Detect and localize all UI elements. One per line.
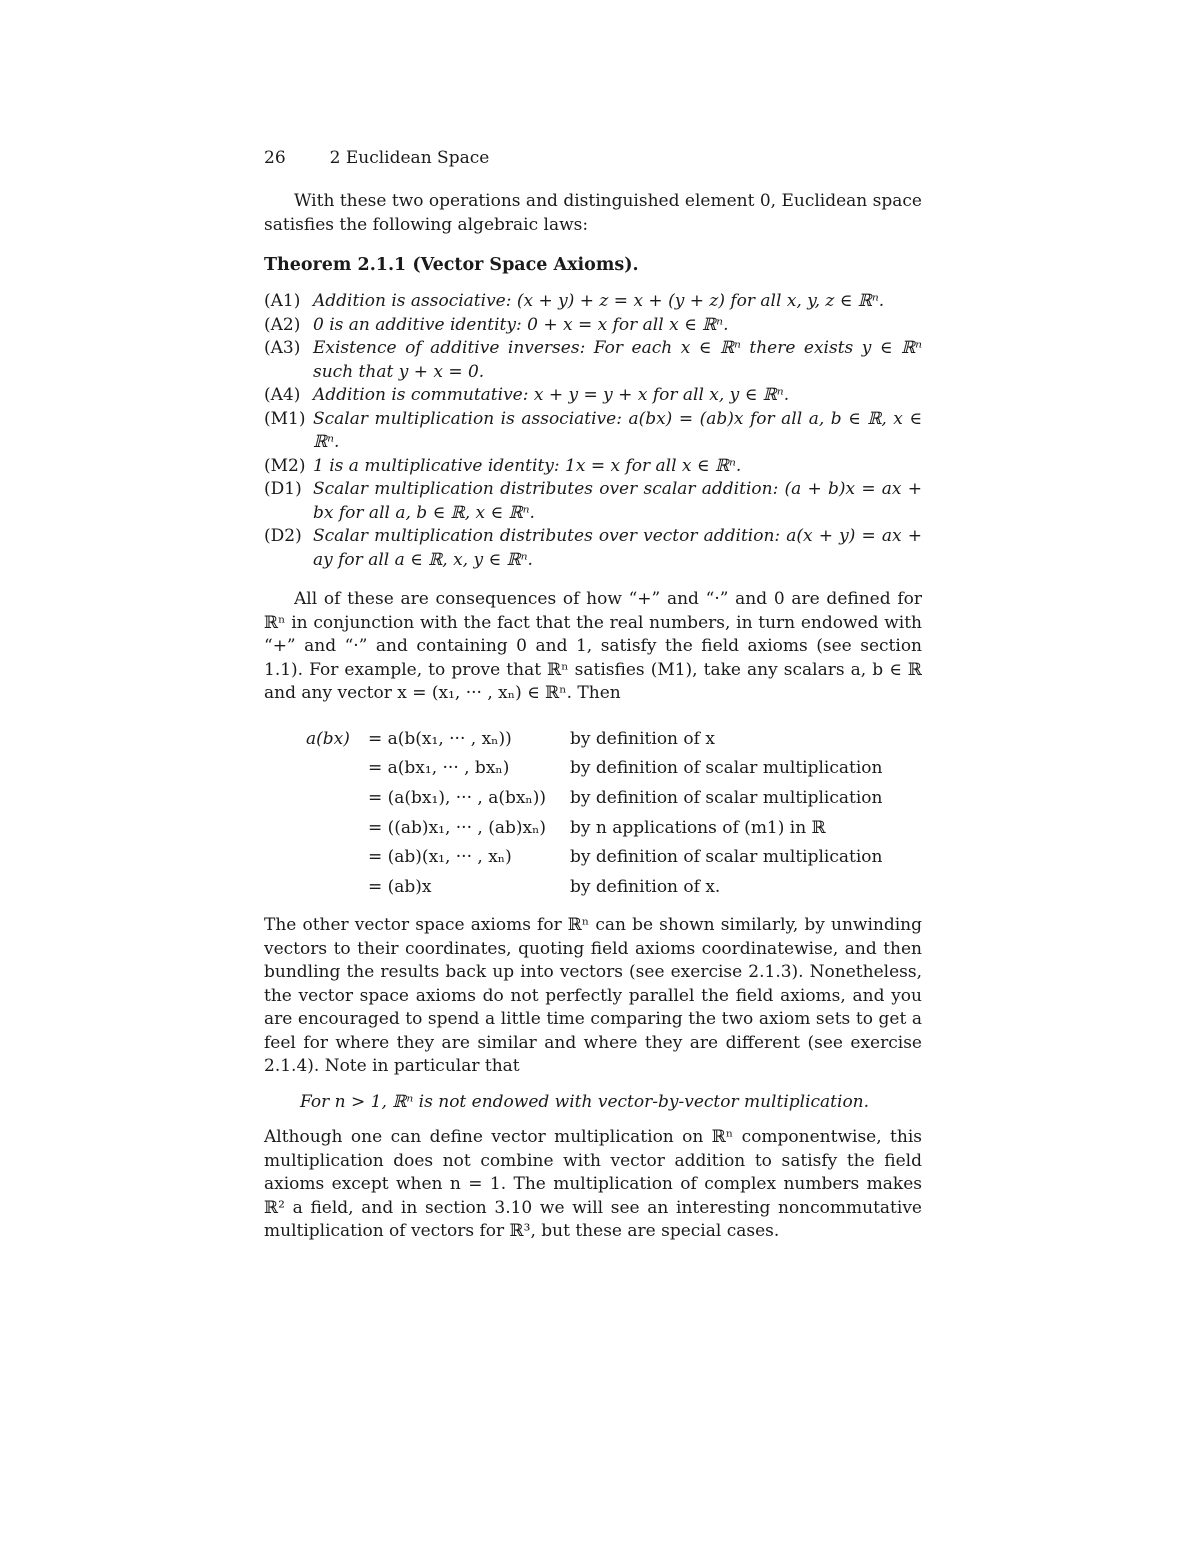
axiom-text: Addition is associative: (x + y) + z = x + (y + z) for all x, y, z ∈ ℝⁿ. bbox=[313, 291, 885, 311]
derivation-reason: by definition of scalar multiplication bbox=[570, 758, 883, 779]
axiom-tag: (A1) bbox=[264, 291, 301, 311]
display-statement: For n > 1, ℝⁿ is not endowed with vector-by-vector multiplication. bbox=[300, 1092, 870, 1112]
axiom-tag: (D2) bbox=[264, 526, 302, 546]
axiom-text: Scalar multiplication distributes over vector addition: a(x + y) = ax + ay for all a ∈ ℝ, x, y ∈ ℝⁿ. bbox=[313, 526, 922, 570]
intro-paragraph: With these two operations and distinguished element 0, Euclidean space satisfies the following algebraic laws: bbox=[264, 191, 922, 235]
derivation-step: = (ab)(x₁, ··· , xₙ) bbox=[368, 847, 512, 868]
derivation-step: = a(b(x₁, ··· , xₙ)) bbox=[368, 728, 512, 749]
derivation-display bbox=[306, 724, 882, 902]
axiom-text: 0 is an additive identity: 0 + x = x for all x ∈ ℝⁿ. bbox=[313, 314, 729, 335]
chapter-title: 2 Euclidean Space bbox=[329, 148, 490, 168]
derivation-reason: by definition of x. bbox=[570, 876, 721, 897]
derivation-step: = (a(bx₁), ··· , a(bxₙ)) bbox=[368, 787, 547, 808]
derivation-reason: by definition of scalar multiplication bbox=[570, 787, 883, 808]
axiom-list bbox=[264, 290, 922, 572]
running-head bbox=[264, 148, 489, 168]
axiom-item bbox=[264, 525, 922, 572]
derivation-row bbox=[306, 872, 882, 902]
derivation-step: = (ab)x bbox=[368, 876, 432, 897]
axiom-item bbox=[264, 384, 922, 408]
derivation-lhs: a(bx) bbox=[306, 728, 350, 749]
derivation-row bbox=[306, 754, 882, 784]
axiom-text: Addition is commutative: x + y = y + x for all x, y ∈ ℝⁿ. bbox=[313, 385, 790, 405]
axiom-item bbox=[264, 455, 922, 479]
derivation-reason: by definition of x bbox=[570, 728, 715, 749]
derivation-step: = a(bx₁, ··· , bxₙ) bbox=[368, 758, 510, 779]
axiom-tag: (A2) bbox=[264, 314, 301, 335]
derivation-reason: by n applications of (m1) in ℝ bbox=[570, 817, 826, 838]
axiom-tag: (A4) bbox=[264, 385, 301, 405]
derivation-row bbox=[306, 813, 882, 843]
axiom-tag: (D1) bbox=[264, 479, 302, 499]
axiom-item bbox=[264, 337, 922, 384]
axiom-tag: (M2) bbox=[264, 455, 306, 476]
derivation-reason: by definition of scalar multiplication bbox=[570, 847, 883, 868]
axiom-text: Scalar multiplication is associative: a(bx) = (ab)x for all a, b ∈ ℝ, x ∈ ℝⁿ. bbox=[313, 408, 922, 452]
axiom-text: Existence of additive inverses: For each x ∈ ℝⁿ there exists y ∈ ℝⁿ such that y + x = 0. bbox=[313, 338, 922, 382]
closing-paragraph: Although one can define vector multiplication on ℝⁿ componentwise, this multiplication does not combine with vector addition to satisfy the field axioms except when n = 1. The multiplication of complex numbers makes ℝ² a field, and in section 3.10 we will see an interesting noncommutative multiplication of vectors for ℝ³, but these are special cases. bbox=[264, 1127, 922, 1241]
derivation-row bbox=[306, 842, 882, 872]
derivation-row bbox=[306, 783, 882, 813]
page-number: 26 bbox=[264, 148, 286, 168]
axiom-text: Scalar multiplication distributes over scalar addition: (a + b)x = ax + bx for all a, b ∈ ℝ, x ∈ ℝⁿ. bbox=[313, 479, 922, 523]
axiom-tag: (M1) bbox=[264, 408, 306, 429]
axiom-item bbox=[264, 408, 922, 455]
axiom-item bbox=[264, 478, 922, 525]
axiom-item bbox=[264, 290, 922, 314]
consequence-paragraph: All of these are consequences of how “+” and “·” and 0 are defined for ℝⁿ in conjunction with the fact that the real numbers, in turn endowed with “+” and “·” and containing 0 and 1, satisfy the field axioms (see section 1.1). For example, to prove that ℝⁿ satisfies (M1), take any scalars a, b ∈ ℝ and any vector x = (x₁, ··· , xₙ) ∈ ℝⁿ. Then bbox=[264, 589, 922, 703]
other-axioms-paragraph: The other vector space axioms for ℝⁿ can be shown similarly, by unwinding vectors to their coordinates, quoting field axioms coordinatewise, and then bundling the results back up into vectors (see exercise 2.1.3). Nonetheless, the vector space axioms do not perfectly parallel the field axioms, and you are encouraged to spend a little time comparing the two axiom sets to get a feel for where they are similar and where they are different (see exercise 2.1.4). Note in particular that bbox=[264, 915, 922, 1076]
axiom-text: 1 is a multiplicative identity: 1x = x for all x ∈ ℝⁿ. bbox=[313, 455, 742, 476]
derivation-row bbox=[306, 724, 882, 754]
derivation-step: = ((ab)x₁, ··· , (ab)xₙ) bbox=[368, 817, 547, 838]
axiom-tag: (A3) bbox=[264, 338, 301, 358]
axiom-item bbox=[264, 314, 922, 338]
theorem-title: Theorem 2.1.1 (Vector Space Axioms). bbox=[264, 255, 639, 275]
